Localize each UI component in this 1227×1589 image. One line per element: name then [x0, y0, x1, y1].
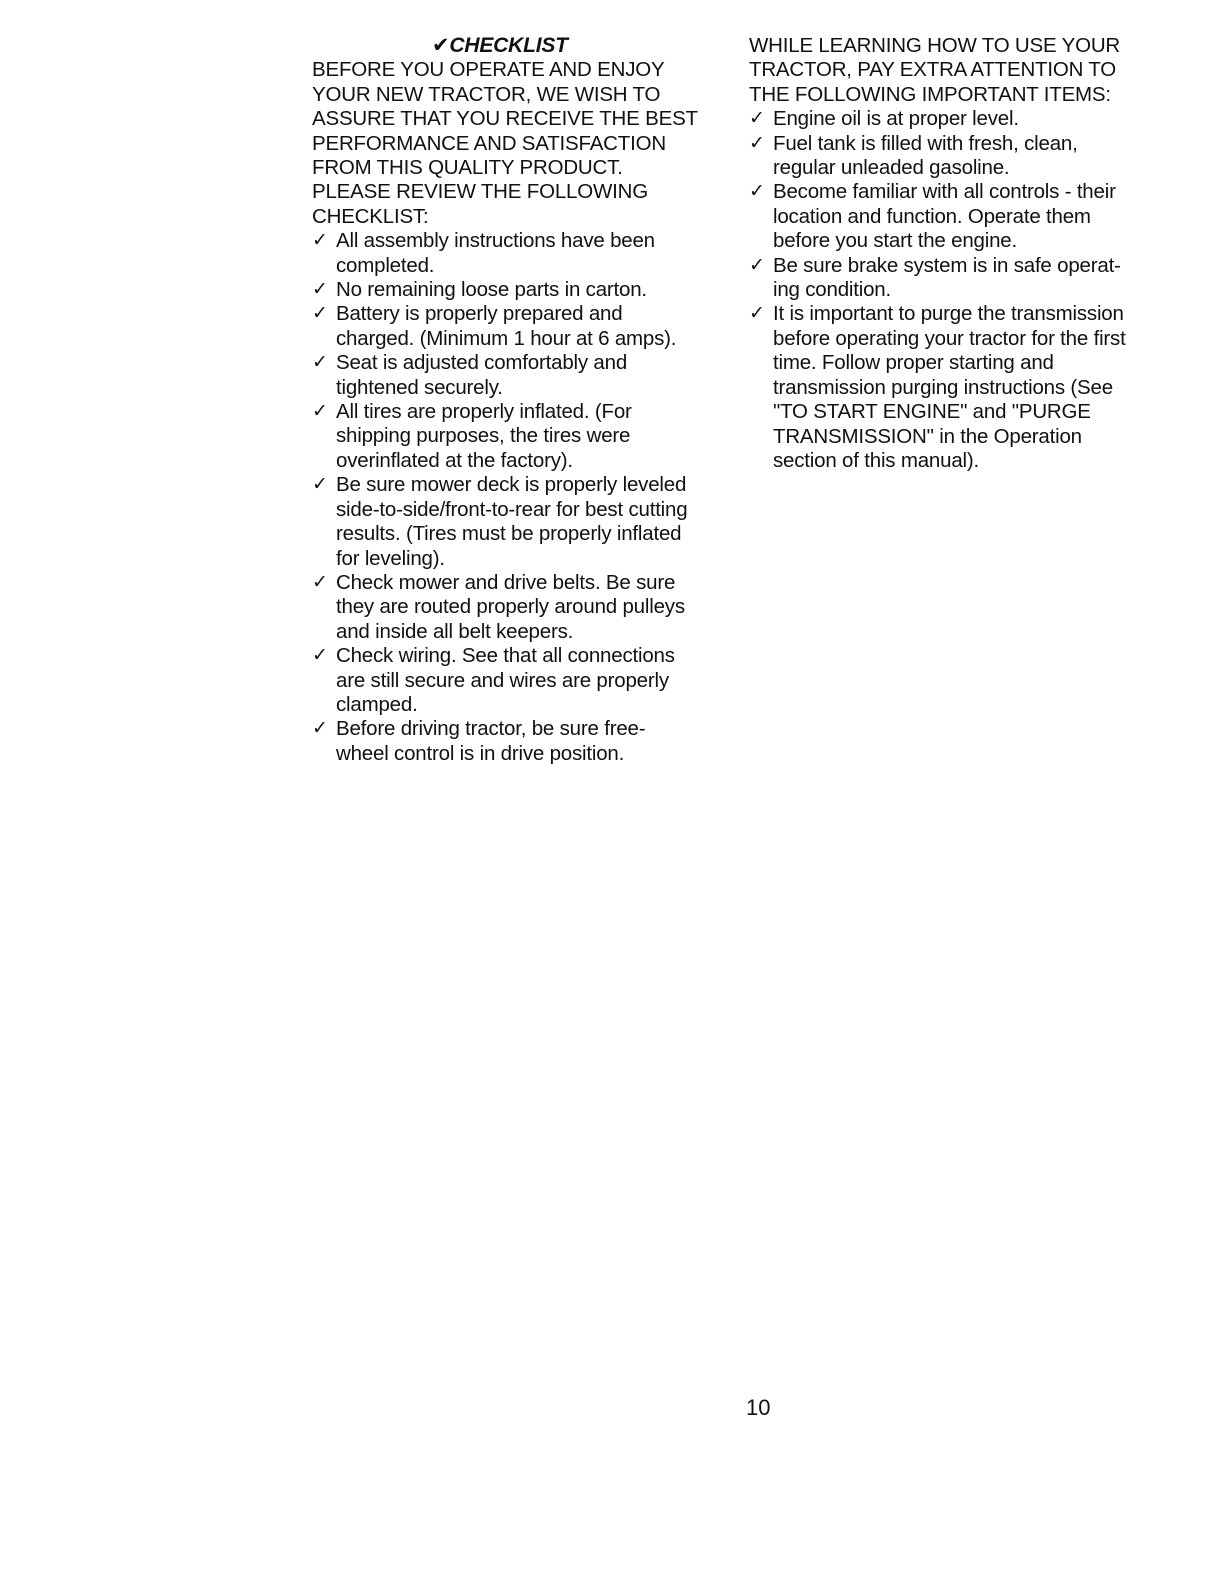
item-text-line: Check wiring. See that all connections [336, 644, 675, 668]
intro-line: PLEASE REVIEW THE FOLLOWING [312, 180, 648, 204]
intro-line: PERFORMANCE AND SATISFACTION [312, 131, 666, 155]
item-text-line: Before driving tractor, be sure free- [336, 717, 646, 741]
item-text-line: completed. [336, 253, 435, 277]
item-text-line: Engine oil is at proper level. [773, 107, 1019, 131]
checkmark-icon: ✓ [312, 645, 328, 667]
intro-line: CHECKLIST: [312, 204, 429, 228]
item-text-line: overinflated at the factory). [336, 448, 573, 472]
checklist-item [749, 180, 1179, 253]
checklist-column [312, 34, 742, 766]
checkmark-icon: ✓ [749, 303, 765, 325]
checkmark-icon: ✓ [312, 279, 328, 301]
item-text-line: regular unleaded gasoline. [773, 156, 1010, 180]
checkmark-icon: ✓ [312, 718, 328, 740]
intro-line: TRACTOR, PAY EXTRA ATTENTION TO [749, 58, 1117, 82]
checklist-item [749, 302, 1179, 473]
item-text-line: before operating your tractor for the first [773, 326, 1126, 350]
item-text-line: Battery is properly prepared and [336, 302, 623, 326]
item-text-line: and inside all belt keepers. [336, 619, 574, 643]
item-text-line: "TO START ENGINE" and "PURGE [773, 400, 1091, 424]
item-text-line: Be sure mower deck is properly leveled [336, 473, 687, 497]
checklist-item [312, 717, 742, 766]
item-text-line: shipping purposes, the tires were [336, 424, 631, 448]
item-text-line: charged. (Minimum 1 hour at 6 amps). [336, 326, 677, 350]
intro-line: BEFORE YOU OPERATE AND ENJOY [312, 58, 665, 82]
checklist-item [312, 473, 742, 571]
item-text-line: Seat is adjusted comfortably and [336, 351, 628, 375]
item-text-line: It is important to purge the transmission [773, 302, 1124, 326]
page-number: 10 [746, 1395, 771, 1420]
checklist-item [312, 400, 742, 473]
item-text-line: side-to-side/front-to-rear for best cutting [336, 497, 688, 521]
item-text-line: No remaining loose parts in carton. [336, 278, 647, 302]
item-text-line: section of this manual). [773, 448, 979, 472]
item-text-line: before you start the engine. [773, 229, 1017, 253]
checklist-item [749, 107, 1179, 131]
checklist-item [749, 254, 1179, 303]
checklist-item [312, 644, 742, 717]
item-text-line: transmission purging instructions (See [773, 375, 1113, 399]
item-text-line: All tires are properly inflated. (For [336, 400, 632, 424]
item-text-line: tightened securely. [336, 375, 503, 399]
item-text-line: Become familiar with all controls - their [773, 180, 1116, 204]
learning-items [749, 107, 1179, 473]
checkmark-icon: ✓ [312, 401, 328, 423]
checkmark-icon: ✓ [312, 230, 328, 252]
intro-line: ASSURE THAT YOU RECEIVE THE BEST [312, 107, 698, 131]
checklist-item [749, 132, 1179, 181]
item-text-line: All assembly instructions have been [336, 229, 655, 253]
item-text-line: clamped. [336, 692, 418, 716]
checkmark-icon: ✓ [312, 571, 328, 593]
intro-line: WHILE LEARNING HOW TO USE YOUR [749, 34, 1121, 57]
item-text-line: ing condition. [773, 278, 892, 302]
item-text-line: location and function. Operate them [773, 204, 1091, 228]
intro-line: FROM THIS QUALITY PRODUCT. [312, 156, 623, 180]
intro-line: THE FOLLOWING IMPORTANT ITEMS: [749, 82, 1111, 106]
checkmark-icon: ✓ [312, 474, 328, 496]
item-text-line: results. (Tires must be properly inflated [336, 522, 682, 546]
checkmark-icon: ✓ [749, 132, 765, 154]
item-text-line: for leveling). [336, 546, 445, 570]
checklist-item [312, 229, 742, 278]
item-text-line: are still secure and wires are properly [336, 668, 669, 692]
checklist-heading: ✔CHECKLIST [432, 34, 568, 57]
checklist-items [312, 229, 742, 766]
item-text-line: wheel control is in drive position. [336, 741, 625, 765]
learning-column [749, 34, 1179, 473]
item-text-line: time. Follow proper starting and [773, 351, 1054, 375]
checkmark-icon: ✓ [749, 108, 765, 130]
item-text-line: Check mower and drive belts. Be sure [336, 570, 676, 594]
item-text-line: Fuel tank is filled with fresh, clean, [773, 131, 1078, 155]
item-text-line: Be sure brake system is in safe operat- [773, 253, 1121, 277]
checklist-item [312, 278, 742, 302]
learning-intro [749, 34, 1179, 107]
checkmark-icon: ✓ [749, 181, 765, 203]
checklist-intro [312, 58, 742, 229]
checkmark-icon: ✓ [749, 254, 765, 276]
checkmark-icon: ✓ [312, 303, 328, 325]
checkmark-icon: ✓ [312, 352, 328, 374]
checklist-item [312, 571, 742, 644]
item-text-line: TRANSMISSION" in the Operation [773, 424, 1082, 448]
checklist-item [312, 302, 742, 351]
intro-line: YOUR NEW TRACTOR, WE WISH TO [312, 82, 661, 106]
checklist-item [312, 351, 742, 400]
item-text-line: they are routed properly around pulleys [336, 595, 685, 619]
